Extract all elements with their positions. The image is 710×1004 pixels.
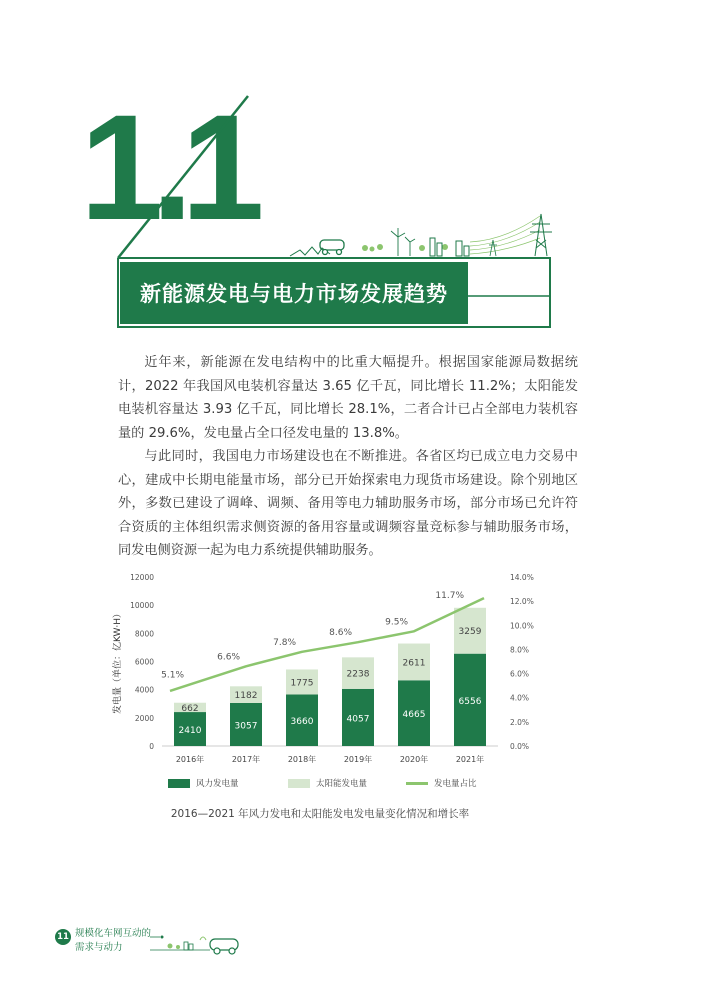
y-tick-label: 0: [149, 742, 154, 751]
x-tick-label: 2021年: [455, 755, 485, 764]
y-tick-label: 6000: [134, 657, 154, 667]
y-tick-label: 10000: [130, 601, 154, 611]
bar-label-wind: 3660: [290, 717, 314, 728]
y-tick-label: 2000: [134, 713, 154, 723]
paragraph-renewable-share: 近年来，新能源在发电结构中的比重大幅提升。根据国家能源局数据统计，2022 年我国风电装机容量达 3.65 亿千瓦，同比增长 11.2%；太阳能发电装机容量达 3.93 亿千瓦，同比增长 28.1%，二者合计已占全部电力装机容量的 29.6%，发电量占全口径发电量的 13.8%。: [118, 355, 578, 441]
legend-swatch-solar: [288, 779, 310, 788]
power-lines: [470, 216, 540, 254]
y-tick-label: 12000: [130, 573, 154, 582]
footer-car-icon: [210, 939, 238, 954]
footer-decoration: [150, 928, 250, 956]
bar-label-solar: 2238: [346, 669, 370, 680]
bar-label-wind: 3057: [234, 721, 258, 732]
section-title: 新能源发电与电力市场发展趋势: [120, 262, 468, 324]
y2-tick-label: 8.0%: [510, 645, 530, 655]
bar-label-wind: 4057: [346, 714, 370, 725]
line-label-share: 5.1%: [161, 670, 184, 681]
footer-title-line1: 规模化车网互动的: [75, 928, 152, 939]
y-tick-label: 4000: [134, 685, 154, 695]
x-tick-label: 2018年: [287, 755, 317, 764]
legend-label-share: 发电量占比: [434, 779, 477, 789]
line-label-share: 7.8%: [273, 637, 296, 648]
footer-building-icon: [184, 942, 193, 950]
legend-item-solar: [288, 777, 367, 789]
chart-legend: [168, 777, 568, 791]
legend-label-solar: 太阳能发电量: [316, 779, 368, 789]
car-icon: [320, 240, 344, 255]
diagonal-slash: [118, 96, 248, 258]
bar-label-solar: 1182: [234, 691, 258, 702]
x-tick-label: 2019年: [343, 755, 373, 764]
bar-label-wind: 2410: [178, 726, 202, 737]
line-label-share: 9.5%: [385, 617, 408, 628]
legend-item-share: [406, 777, 477, 789]
bar-label-solar: 2611: [402, 658, 426, 669]
bar-label-wind: 4665: [402, 710, 426, 721]
y2-tick-label: 0.0%: [510, 742, 530, 751]
y2-tick-label: 10.0%: [510, 621, 534, 631]
chart-caption: 2016—2021 年风力发电和太阳能发电发电量变化情况和增长率: [170, 808, 470, 820]
bar-label-wind: 6556: [458, 696, 482, 707]
line-label-share: 8.6%: [329, 628, 352, 639]
section-number: 1.1: [80, 83, 253, 251]
y-tick-label: 8000: [134, 629, 154, 639]
bar-label-solar: 662: [181, 703, 199, 714]
page-number-badge: 11: [55, 929, 71, 945]
y-axis-label: 发电量（单位：亿KW·H）: [113, 608, 123, 715]
y2-tick-label: 12.0%: [510, 597, 534, 607]
y2-tick-label: 14.0%: [510, 573, 534, 582]
footer-title: [75, 927, 151, 955]
bar-label-solar: 3259: [458, 627, 482, 638]
legend-swatch-share: [406, 782, 428, 785]
line-label-share: 11.7%: [435, 590, 464, 601]
y2-tick-label: 2.0%: [510, 717, 530, 727]
footer-tree-icons: [168, 944, 181, 950]
x-tick-label: 2017年: [231, 755, 261, 764]
bar-label-solar: 1775: [290, 678, 314, 689]
line-label-share: 6.6%: [217, 652, 240, 663]
generation-chart: [100, 565, 560, 800]
line-share: [170, 598, 484, 691]
legend-item-wind: [168, 777, 239, 789]
y2-tick-label: 6.0%: [510, 669, 530, 679]
footer-title-line2: 需求与动力: [75, 942, 123, 953]
wind-turbine-icons: [391, 228, 415, 256]
buildings-icon: [430, 238, 469, 256]
x-tick-label: 2020年: [399, 755, 429, 764]
legend-swatch-wind: [168, 779, 190, 788]
legend-label-wind: 风力发电量: [196, 779, 239, 789]
x-tick-label: 2016年: [175, 755, 205, 764]
y2-tick-label: 4.0%: [510, 693, 530, 703]
paragraph-power-market: 与此同时，我国电力市场建设也在不断推进。各省区均已成立电力交易中心，建成中长期电能量市场，部分已开始探索电力现货市场建设。除个别地区外，多数已建设了调峰、调频、备用等电力辅助服务市场，部分市场已允许符合资质的主体组织需求侧资源的备用容量或调频容量竞标参与辅助服务市场，同发电侧资源一起为电力系统提供辅助服务。: [118, 449, 578, 558]
